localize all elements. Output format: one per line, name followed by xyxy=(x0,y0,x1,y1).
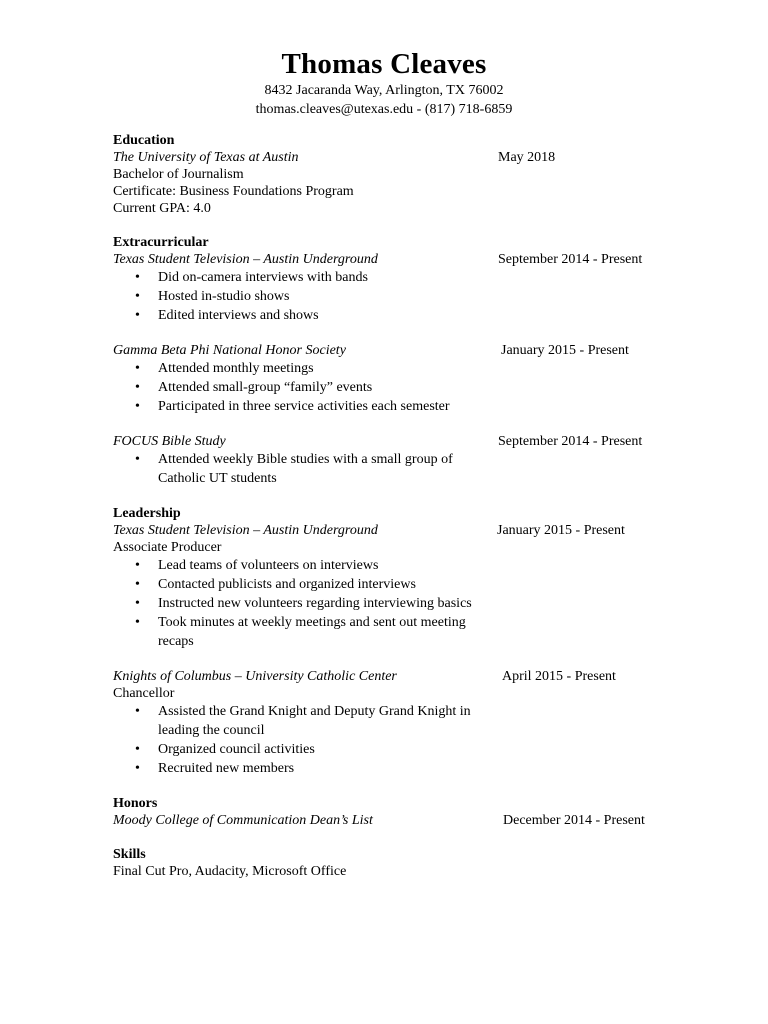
bullet-icon: • xyxy=(135,399,140,414)
bullet-item xyxy=(113,287,483,306)
bullet-text: Attended monthly meetings xyxy=(158,361,314,376)
bullet-text: Lead teams of volunteers on interviews xyxy=(158,558,379,573)
bullet-text: Instructed new volunteers regarding interviewing basics xyxy=(158,596,472,611)
education-date: May 2018 xyxy=(498,150,556,165)
bullet-text: Took minutes at weekly meetings and sent out meeting recaps xyxy=(158,615,466,649)
applicant-name: Thomas Cleaves xyxy=(281,48,487,80)
entry-header-row xyxy=(113,522,673,539)
organization-name: Texas Student Television – Austin Underground xyxy=(113,523,378,538)
bullet-text: Assisted the Grand Knight and Deputy Grand Knight in leading the council xyxy=(158,704,471,738)
honor-name: Moody College of Communication Dean’s List xyxy=(113,813,373,828)
organization-name: Knights of Columbus – University Catholic Center xyxy=(113,669,397,684)
bullet-icon: • xyxy=(135,596,140,611)
bullet-icon: • xyxy=(135,289,140,304)
bullet-list xyxy=(113,450,673,488)
bullet-text: Attended weekly Bible studies with a small group of Catholic UT students xyxy=(158,452,453,486)
entry-date: January 2015 - Present xyxy=(501,343,629,358)
bullet-item xyxy=(113,613,483,651)
entry-header-row xyxy=(113,342,673,359)
honors-section xyxy=(113,795,673,829)
school-name: The University of Texas at Austin xyxy=(113,150,299,165)
bullet-item xyxy=(113,556,483,575)
role-title: Chancellor xyxy=(113,686,175,701)
section-title-extracurricular: Extracurricular xyxy=(113,235,209,250)
bullet-icon: • xyxy=(135,577,140,592)
bullet-item xyxy=(113,359,483,378)
bullet-list xyxy=(113,702,673,778)
education-section xyxy=(113,132,673,217)
bullet-icon: • xyxy=(135,361,140,376)
education-header-row xyxy=(113,149,673,166)
bullet-list xyxy=(113,359,673,416)
bullet-icon: • xyxy=(135,558,140,573)
leadership-entry xyxy=(113,668,673,778)
bullet-text: Edited interviews and shows xyxy=(158,308,319,323)
organization-name: Texas Student Television – Austin Underground xyxy=(113,252,378,267)
entry-date: April 2015 - Present xyxy=(502,669,616,684)
extracurricular-entry xyxy=(113,342,673,416)
entry-header-row xyxy=(113,433,673,450)
bullet-icon: • xyxy=(135,761,140,776)
skills-list: Final Cut Pro, Audacity, Microsoft Office xyxy=(113,864,347,879)
bullet-item xyxy=(113,306,483,325)
entry-date: September 2014 - Present xyxy=(498,252,643,267)
gpa-line: Current GPA: 4.0 xyxy=(113,201,211,216)
bullet-text: Participated in three service activities each semester xyxy=(158,399,450,414)
entry-header-row xyxy=(113,668,673,685)
bullet-text: Contacted publicists and organized interviews xyxy=(158,577,416,592)
extracurricular-entry xyxy=(113,433,673,488)
certificate-line: Certificate: Business Foundations Program xyxy=(113,184,354,199)
entry-header-row xyxy=(113,251,673,268)
bullet-item xyxy=(113,397,483,416)
organization-name: Gamma Beta Phi National Honor Society xyxy=(113,343,346,358)
degree-line: Bachelor of Journalism xyxy=(113,167,244,182)
bullet-icon: • xyxy=(135,615,140,630)
section-title-education: Education xyxy=(113,133,175,148)
bullet-icon: • xyxy=(135,308,140,323)
entry-date: September 2014 - Present xyxy=(498,434,643,449)
resume-header xyxy=(0,46,768,119)
bullet-item xyxy=(113,378,483,397)
bullet-item xyxy=(113,759,483,778)
bullet-text: Attended small-group “family” events xyxy=(158,380,373,395)
extracurricular-section xyxy=(113,234,673,488)
bullet-icon: • xyxy=(135,380,140,395)
organization-name: FOCUS Bible Study xyxy=(113,434,226,449)
bullet-item xyxy=(113,740,483,759)
extracurricular-entry xyxy=(113,251,673,325)
bullet-list xyxy=(113,556,673,651)
bullet-text: Recruited new members xyxy=(158,761,295,776)
bullet-list xyxy=(113,268,673,325)
bullet-item xyxy=(113,268,483,287)
bullet-item xyxy=(113,594,483,613)
contact-line: thomas.cleaves@utexas.edu - (817) 718-6859 xyxy=(255,101,513,117)
section-title-leadership: Leadership xyxy=(113,506,181,521)
entry-date: January 2015 - Present xyxy=(497,523,625,538)
role-title: Associate Producer xyxy=(113,540,222,555)
bullet-icon: • xyxy=(135,452,140,467)
leadership-entry xyxy=(113,522,673,651)
bullet-item xyxy=(113,702,483,740)
section-title-skills: Skills xyxy=(113,847,146,862)
bullet-item xyxy=(113,575,483,594)
bullet-text: Organized council activities xyxy=(158,742,315,757)
resume-body xyxy=(113,132,673,897)
bullet-text: Did on-camera interviews with bands xyxy=(158,270,368,285)
bullet-icon: • xyxy=(135,270,140,285)
skills-section xyxy=(113,846,673,880)
bullet-icon: • xyxy=(135,704,140,719)
bullet-item xyxy=(113,450,483,488)
honors-row xyxy=(113,812,673,829)
bullet-text: Hosted in-studio shows xyxy=(158,289,290,304)
address-line: 8432 Jacaranda Way, Arlington, TX 76002 xyxy=(264,83,504,98)
honor-date: December 2014 - Present xyxy=(503,813,645,828)
leadership-section xyxy=(113,505,673,778)
section-title-honors: Honors xyxy=(113,796,158,811)
bullet-icon: • xyxy=(135,742,140,757)
